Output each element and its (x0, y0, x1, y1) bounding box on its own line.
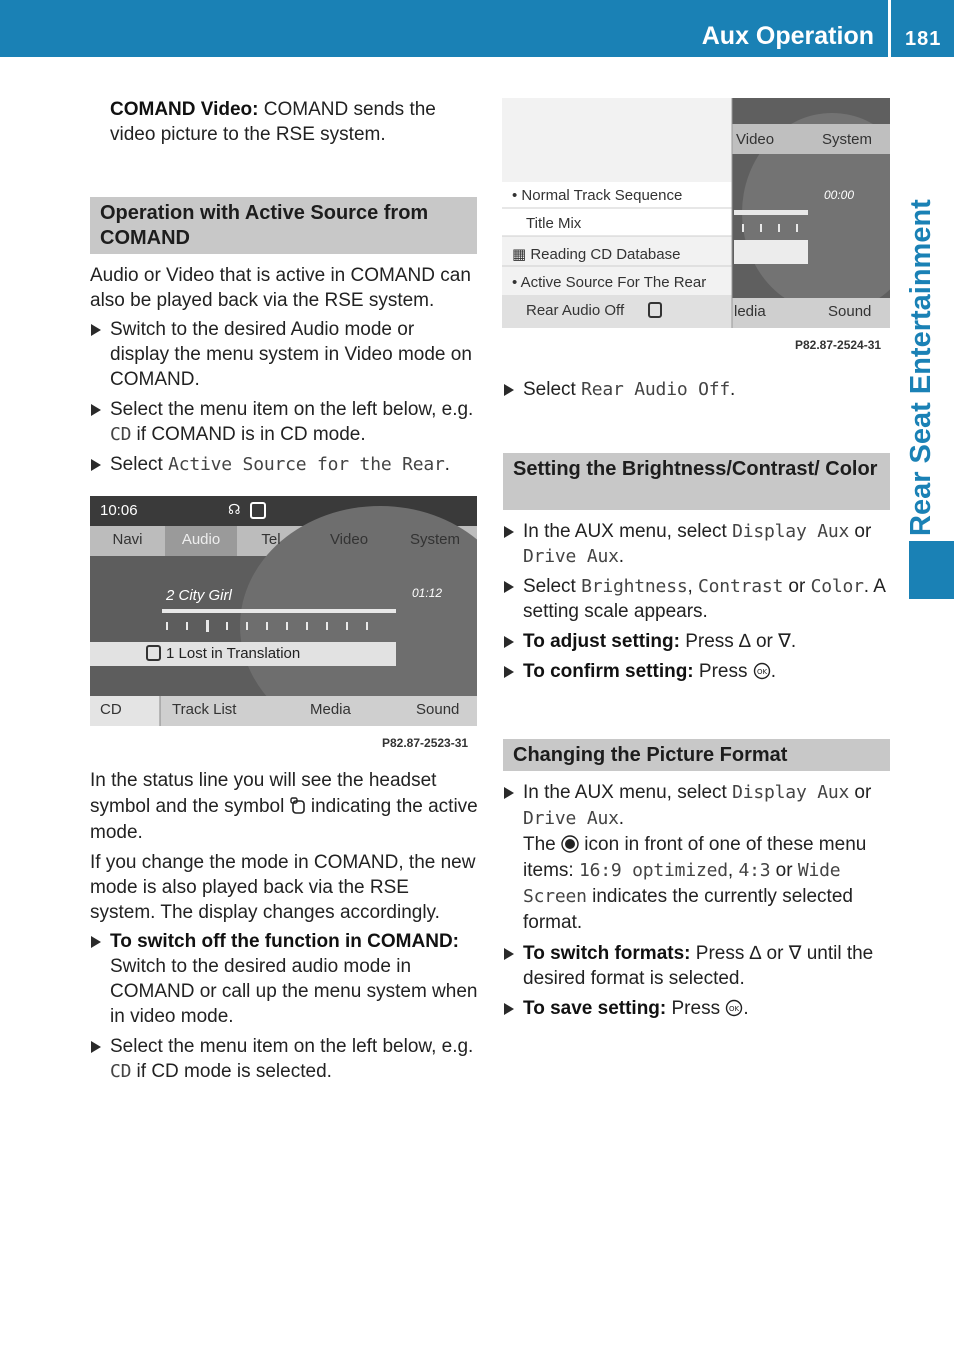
step-item: Select the menu item on the left below, e.g. CD if CD mode is selected. (90, 1034, 478, 1084)
step-item: To switch off the function in COMAND: Switch to the desired audio mode in COMAND or call up the menu system when in video mode. (90, 929, 478, 1029)
bottom-track-list: Track List (172, 701, 237, 718)
paragraph: Audio or Video that is active in COMAND can also be played back via the RSE system. (90, 265, 471, 311)
ok-button-icon (753, 662, 771, 680)
bottom-sound: Sound (828, 303, 872, 320)
bottom-media: Media (310, 701, 351, 718)
screen-tab-bar (90, 531, 477, 548)
intro-paragraph: COMAND Video: COMAND sends the video picture to the RSE system. (110, 99, 436, 145)
source-icon (648, 302, 662, 318)
source-icon (290, 797, 306, 815)
header-divider (888, 0, 891, 57)
headset-icon: ☊ (228, 501, 241, 517)
track-title: 2 City Girl (166, 587, 232, 604)
step-item: To confirm setting: Press OK . (503, 659, 891, 684)
menu-item-title-mix: Title Mix (526, 215, 582, 232)
chapter-title: Aux Operation (701, 22, 874, 50)
step-item: Select Active Source for the Rear. (90, 452, 478, 477)
section-heading-picture-format: Changing the Picture Format (503, 739, 890, 771)
right-step-select (503, 377, 891, 407)
tab-navi: Navi (112, 531, 143, 548)
left-column-lower (90, 768, 478, 1089)
step-item: Switch to the desired Audio mode or display the menu system in Video mode on COMAND. (90, 317, 478, 392)
section-heading-brightness: Setting the Brightness/Contrast/ Color (503, 453, 890, 510)
tab-system: System (409, 531, 460, 548)
elapsed-time: 01:12 (412, 586, 443, 600)
step-item: In the AUX menu, select Display Aux or Drive Aux. The icon in front of one of these menu items: 16:9 optimized, 4:3 or Wide Screen indicates the currently selected format. (503, 780, 891, 936)
menu-item-normal-track: • Normal Track Sequence (512, 187, 683, 204)
elapsed-time: 00:00 (824, 188, 855, 202)
menu-item-active-source: • Active Source For The Rear (512, 274, 707, 291)
section-heading-active-source: Operation with Active Source from COMAND (90, 197, 477, 254)
page-header (0, 0, 954, 57)
step-item: Select Rear Audio Off. (503, 377, 891, 402)
comand-screenshot-menu (502, 98, 890, 328)
right-column-format (503, 780, 891, 1026)
source-item: 1 Lost in Translation (166, 645, 301, 662)
comand-screenshot-audio (90, 496, 477, 726)
tab-system: System (822, 131, 873, 148)
side-tab-marker (909, 541, 954, 599)
right-column-brightness (503, 519, 891, 689)
page-number: 181 (905, 28, 942, 50)
step-item: To adjust setting: Press ∆ or ∇. (503, 629, 891, 654)
tab-tel: Tel (261, 531, 281, 548)
figure-code: P82.87-2524-31 (795, 338, 882, 352)
paragraph: In the status line you will see the headset symbol and the symbol indicating the active mode. (90, 770, 478, 843)
bottom-sound: Sound (416, 701, 460, 718)
svg-text:OK: OK (729, 1005, 740, 1013)
step-item: To switch formats: Press ∆ or ∇ until the desired format is selected. (503, 941, 891, 991)
step-item: Select the menu item on the left below, e.g. CD if COMAND is in CD mode. (90, 397, 478, 447)
tab-video: Video (329, 531, 369, 548)
ok-button-icon (725, 999, 743, 1017)
clock: 10:06 (100, 502, 138, 519)
selected-dot-icon (561, 835, 579, 853)
bottom-media: ledia (734, 303, 766, 320)
menu-item-reading-cd: ▦ Reading CD Database (512, 246, 681, 263)
source-icon (250, 502, 266, 519)
svg-text:OK: OK (756, 668, 767, 676)
side-tab-label: Rear Seat Entertainment (905, 199, 937, 536)
paragraph: If you change the mode in COMAND, the new mode is also played back via the RSE system. The display changes accordingly. (90, 852, 476, 923)
step-item: Select Brightness, Contrast or Color. A setting scale appears. (503, 574, 891, 624)
left-column-upper (90, 263, 478, 482)
step-item: To save setting: Press OK . (503, 996, 891, 1021)
step-item: In the AUX menu, select Display Aux or Drive Aux. (503, 519, 891, 569)
figure-code: P82.87-2523-31 (382, 736, 469, 750)
tab-audio: Audio (181, 531, 221, 548)
bottom-cd: CD (100, 701, 122, 718)
tab-video: Video (736, 131, 775, 148)
source-icon (146, 645, 161, 661)
menu-item-rear-audio-off: Rear Audio Off (526, 302, 625, 319)
